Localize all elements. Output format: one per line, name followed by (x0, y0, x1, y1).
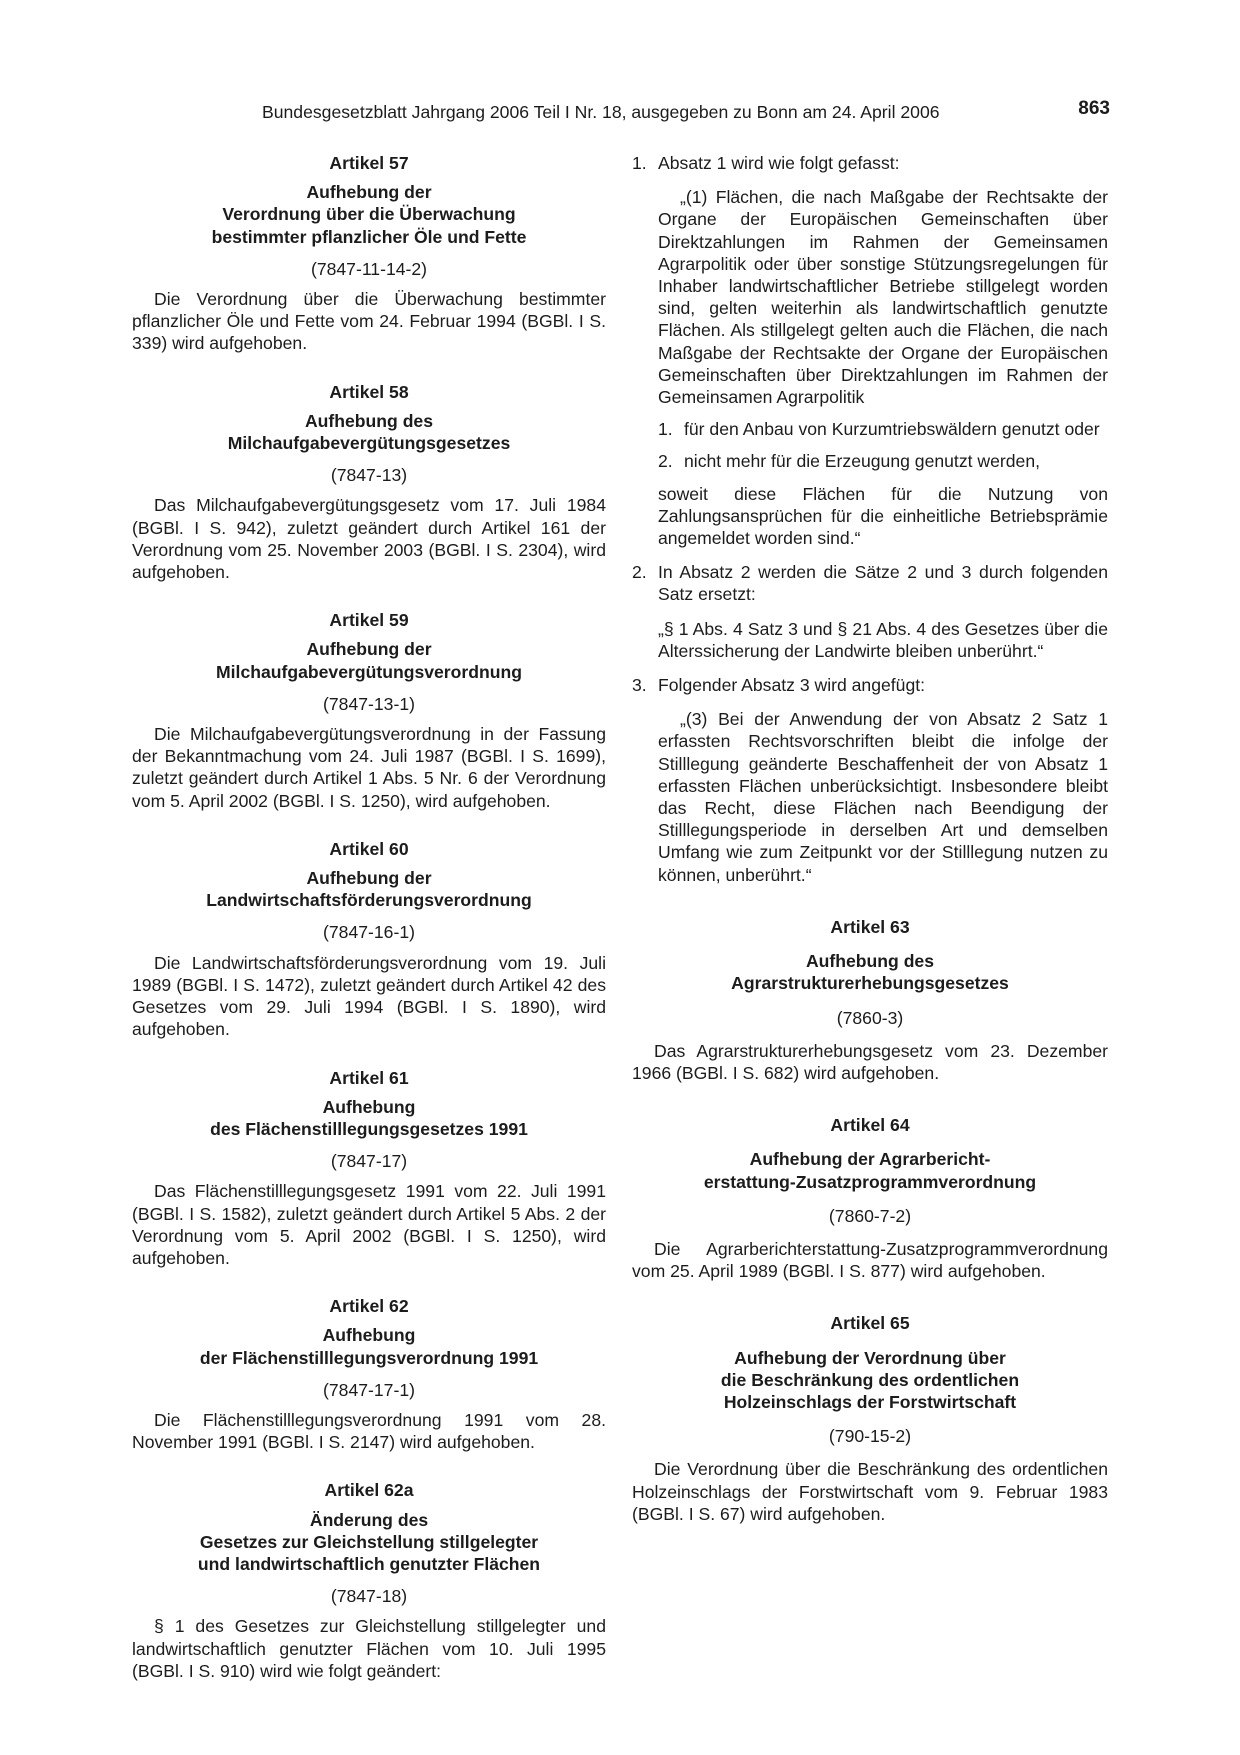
article-code: (7847-11-14-2) (310, 258, 428, 279)
article-code: (7860-3) (836, 1007, 904, 1028)
running-title: Bundesgesetzblatt Jahrgang 2006 Teil I Nr. 18, ausgegeben zu Bonn am 24. April 2006 (262, 102, 940, 122)
article-text: Die Landwirtschaftsförderungsverordnung vom 19. Juli 1989 (BGBl. I S. 1472), zuletzt geändert durch Artikel 42 des Gesetzes vom 29. Juli 1994 (BGBl. I S. 1890), wird aufgehoben. (132, 952, 606, 1040)
article-text: Das Milchaufgabevergütungsgesetz vom 17. Juli 1984 (BGBl. I S. 942), zuletzt geändert durch Artikel 161 der Verordnung vom 25. November 2003 (BGBl. I S. 2304), wird aufgehoben. (132, 495, 606, 583)
article-code: (7847-17-1) (323, 1379, 415, 1400)
article-text: Das Agrarstrukturerhebungsgesetz vom 23. Dezember 1966 (BGBl. I S. 682) wird aufgehoben. (632, 1040, 1108, 1083)
article-code: (7847-18) (330, 1586, 408, 1607)
sub-item-text: nicht mehr für die Erzeugung genutzt werden, (684, 451, 1040, 472)
item-number: 1. (632, 153, 647, 173)
article-code: (7847-13-1) (323, 693, 415, 714)
article-code: (7847-16-1) (323, 922, 415, 943)
sub-item-number: 1. (658, 419, 673, 440)
article-text: Die Agrarberichterstattung-Zusatzprogrammverordnung vom 25. April 1989 (BGBl. I S. 877) wird aufgehoben. (632, 1238, 1108, 1282)
quoted-paragraph-2 (658, 618, 1108, 662)
quote-text: „(3) Bei der Anwendung der von Absatz 2 Satz 1 erfassten Rechtsvorschriften bleibt die infolge der Stilllegung geänderte Beschaffenheit der von Absatz 1 erfassten Flächen unberücksichtigt. Insbesondere bleibt das Recht, diese Flächen nach Beendigung der Stilllegungsperiode in derselben Art und demselben Umfang wie zum Zeitpunkt vor der Stilllegung nutzen zu können, unberührt.“ (658, 709, 1108, 885)
right-column (632, 152, 1108, 1555)
article-65 (632, 1312, 1108, 1525)
page-header (0, 98, 1240, 125)
article-number: Artikel 60 (329, 838, 409, 859)
article-59 (132, 609, 606, 812)
quoted-paragraph-3 (658, 708, 1108, 886)
article-number: Artikel 58 (329, 381, 409, 402)
quoted-paragraph-1 (658, 186, 1108, 549)
article-64 (632, 1114, 1108, 1282)
article-title: Aufhebung der Agrarbericht- erstattung-Zusatzprogrammverordnung (703, 1149, 1037, 1192)
article-code: (7860-7-2) (828, 1205, 912, 1226)
article-number: Artikel 65 (830, 1313, 910, 1334)
article-text: Die Verordnung über die Überwachung bestimmter pflanzlicher Öle und Fette vom 24. Februar 1994 (BGBl. I S. 339) wird aufgehoben. (132, 289, 606, 354)
article-text: Die Flächenstilllegungsverordnung 1991 vom 28. November 1991 (BGBl. I S. 2147) wird aufgehoben. (132, 1409, 606, 1453)
article-60 (132, 838, 606, 1041)
quote-text: „§ 1 Abs. 4 Satz 3 und § 21 Abs. 4 des Gesetzes über die Alterssicherung der Landwirte bleiben unberührt.“ (658, 618, 1108, 661)
item-number: 3. (632, 675, 647, 696)
article-title: Aufhebung der Flächenstilllegungsverordnung 1991 (199, 1325, 539, 1368)
article-number: Artikel 62 (329, 1296, 409, 1317)
article-text: Die Milchaufgabevergütungsverordnung in der Fassung der Bekanntmachung vom 24. Juli 1987 (BGBl. I S. 1699), zuletzt geändert durch Artikel 1 Abs. 5 Nr. 6 der Verordnung vom 5. April 2002 (BGBl. I S. 1250), wird aufgehoben. (132, 724, 606, 811)
item-text: Folgender Absatz 3 wird angefügt: (658, 675, 926, 696)
article-title: Aufhebung des Milchaufgabevergütungsgesetzes (227, 410, 511, 454)
amendment-item-1 (632, 152, 1108, 174)
article-number: Artikel 63 (830, 916, 910, 937)
article-title: Aufhebung der Verordnung über die Überwachung bestimmter pflanzlicher Öle und Fette (211, 182, 527, 247)
article-text: § 1 des Gesetzes zur Gleichstellung stillgelegter und landwirtschaftlich genutzter Flächen vom 10. Juli 1995 (BGBl. I S. 910) wird wie folgt geändert: (132, 1616, 606, 1681)
item-text: In Absatz 2 werden die Sätze 2 und 3 durch folgenden Satz ersetzt: (658, 562, 1108, 605)
article-62 (132, 1295, 606, 1453)
article-63 (632, 916, 1108, 1084)
article-62a (132, 1479, 606, 1682)
sub-item-text: für den Anbau von Kurzumtriebswäldern genutzt oder (684, 419, 1100, 440)
amendment-item-3 (632, 674, 1108, 696)
quote-intro: „(1) Flächen, die nach Maßgabe der Rechtsakte der Organe der Europäischen Gemeinschaften über Direktzahlungen im Rahmen der Gemeinsamen Agrarpolitik oder über sonstige Stützungsregelungen für Inhaber landwirtschaftlicher Betriebe stillgelegt worden sind, gelten weiterhin als landwirtschaftlich genutzte Flächen. Als stillgelegt gelten auch die Flächen, die nach Maßgabe der Rechtsakte der Organe der Europäischen Gemeinschaften über Direktzahlungen im Rahmen der Gemeinsamen Agrarpolitik (658, 187, 1108, 408)
article-title: Aufhebung der Verordnung über die Beschränkung des ordentlichen Holzeinschlags der Forstwirtschaft (720, 1347, 1020, 1412)
item-text: Absatz 1 wird wie folgt gefasst: (658, 153, 900, 173)
article-57 (132, 152, 606, 355)
article-text: Die Verordnung über die Beschränkung des ordentlichen Holzeinschlags der Forstwirtschaft vom 9. Februar 1983 (BGBl. I S. 67) wird aufgehoben. (632, 1459, 1108, 1524)
article-number: Artikel 61 (329, 1067, 409, 1088)
article-number: Artikel 64 (830, 1115, 910, 1136)
item-number: 2. (632, 562, 647, 583)
article-code: (790-15-2) (828, 1426, 912, 1447)
article-58 (132, 381, 606, 584)
article-title: Aufhebung des Agrarstrukturerhebungsgesetzes (731, 951, 1009, 994)
page-number: 863 (1078, 98, 1110, 119)
sub-item-1 (658, 418, 1108, 440)
article-code: (7847-13) (330, 465, 408, 486)
sub-item-number: 2. (658, 451, 673, 472)
article-code: (7847-17) (330, 1151, 408, 1172)
article-number: Artikel 62a (324, 1480, 414, 1501)
article-number: Artikel 59 (329, 610, 409, 631)
article-title: Aufhebung des Flächenstilllegungsgesetzes 1991 (210, 1096, 528, 1139)
sub-item-2 (658, 450, 1108, 472)
amendment-item-2 (632, 561, 1108, 605)
article-number: Artikel 57 (329, 153, 409, 173)
article-title: Aufhebung der Milchaufgabevergütungsverordnung (216, 639, 522, 682)
article-61 (132, 1067, 606, 1270)
left-column (132, 152, 606, 1708)
article-text: Das Flächenstilllegungsgesetz 1991 vom 22. Juli 1991 (BGBl. I S. 1582), zuletzt geändert durch Artikel 5 Abs. 2 der Verordnung vom 5. April 2002 (BGBl. I S. 1250), wird aufgehoben. (132, 1181, 606, 1268)
article-title: Aufhebung der Landwirtschaftsförderungsverordnung (206, 868, 532, 911)
article-title: Änderung des Gesetzes zur Gleichstellung stillgelegter und landwirtschaftlich genutzter Flächen (197, 1509, 541, 1574)
quote-end: soweit diese Flächen für die Nutzung von Zahlungsansprüchen für die einheitliche Betriebsprämie angemeldet worden sind.“ (658, 483, 1108, 549)
